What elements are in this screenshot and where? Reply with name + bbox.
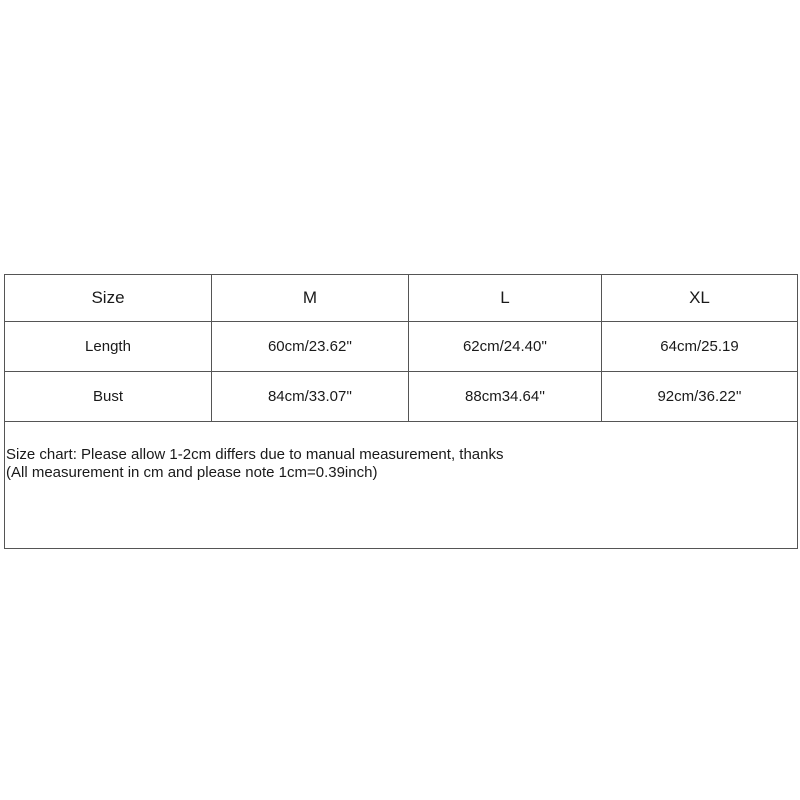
- size-note-line-2: (All measurement in cm and please note 1cm=0.39inch): [6, 464, 378, 481]
- header-cell-size: Size: [5, 275, 212, 322]
- row-label-bust: Bust: [5, 372, 212, 422]
- size-note: [5, 422, 798, 549]
- cell-bust-xl: 92cm/36.22'': [602, 372, 798, 422]
- row-label-length: Length: [5, 322, 212, 372]
- cell-length-xl: 64cm/25.19: [602, 322, 798, 372]
- header-cell-l: L: [409, 275, 602, 322]
- header-row: [5, 275, 798, 322]
- note-row: [5, 422, 798, 549]
- cell-bust-m: 84cm/33.07'': [212, 372, 409, 422]
- table-row-length: [5, 322, 798, 372]
- header-cell-m: M: [212, 275, 409, 322]
- size-note-line-1: Size chart: Please allow 1-2cm differs due to manual measurement, thanks: [6, 446, 504, 463]
- cell-bust-l: 88cm34.64'': [409, 372, 602, 422]
- header-cell-xl: XL: [602, 275, 798, 322]
- table-row-bust: [5, 372, 798, 422]
- cell-length-m: 60cm/23.62'': [212, 322, 409, 372]
- cell-length-l: 62cm/24.40'': [409, 322, 602, 372]
- size-chart-table: [4, 274, 798, 549]
